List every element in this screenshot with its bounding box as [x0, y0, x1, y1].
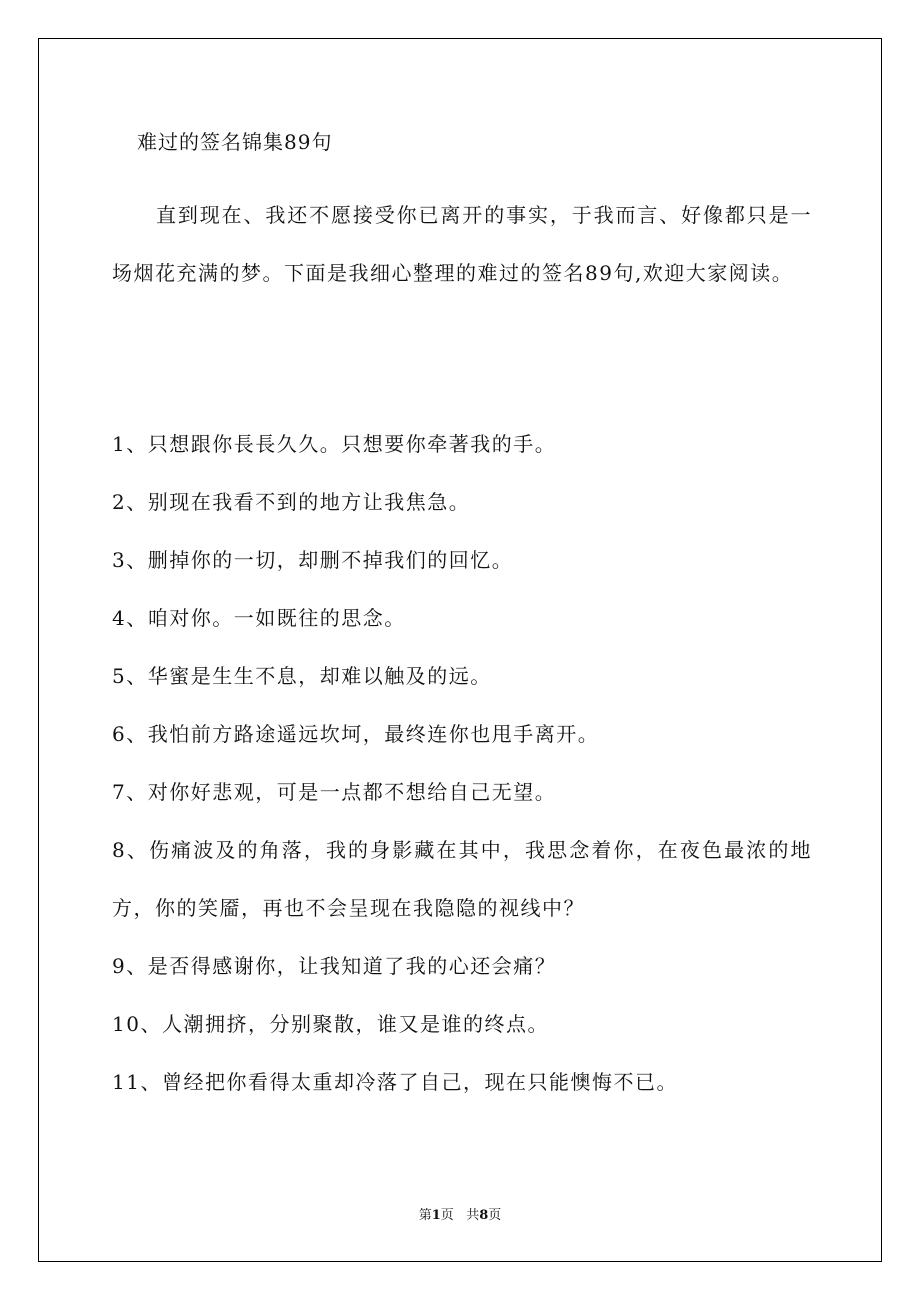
list-item: 5、华蜜是生生不息，却难以触及的远。	[112, 664, 492, 688]
signature-list	[112, 415, 812, 1111]
page-suffix: 页	[440, 1208, 454, 1223]
list-item: 6、我怕前方路途遥远坎坷，最终连你也甩手离开。	[112, 722, 600, 746]
document-title: 难过的签名锦集89句	[137, 130, 333, 154]
list-item: 4、咱对你。一如既往的思念。	[112, 606, 406, 630]
list-item: 2、别现在我看不到的地方让我焦急。	[112, 490, 471, 514]
list-item: 9、是否得感谢你，让我知道了我的心还会痛？	[112, 954, 557, 978]
current-page-number: 1	[431, 1208, 441, 1223]
list-item: 3、删掉你的一切，却删不掉我们的回忆。	[112, 548, 514, 572]
total-prefix: 共	[466, 1208, 480, 1223]
list-item: 11、曾经把你看得太重却冷落了自己，现在只能懊悔不已。	[112, 1070, 678, 1094]
list-item: 8、伤痛波及的角落，我的身影藏在其中，我思念着你，在夜色最浓的地方，你的笑靥，再也不会呈现在我隐隐的视线中？	[112, 838, 812, 920]
page-footer	[0, 1207, 920, 1225]
list-item: 7、对你好悲观，可是一点都不想给自己无望。	[112, 780, 557, 804]
intro-paragraph: 直到现在、我还不愿接受你已离开的事实，于我而言、好像都只是一场烟花充满的梦。下面是我细心整理的难过的签名89句,欢迎大家阅读。	[112, 203, 812, 285]
list-item: 1、只想跟你長長久久。只想要你牵著我的手。	[112, 432, 557, 456]
page-prefix: 第	[418, 1208, 432, 1223]
total-suffix: 页	[488, 1208, 502, 1223]
total-pages-number: 8	[479, 1208, 489, 1223]
list-item: 10、人潮拥挤，分别聚散，谁又是谁的终点。	[112, 1012, 549, 1036]
